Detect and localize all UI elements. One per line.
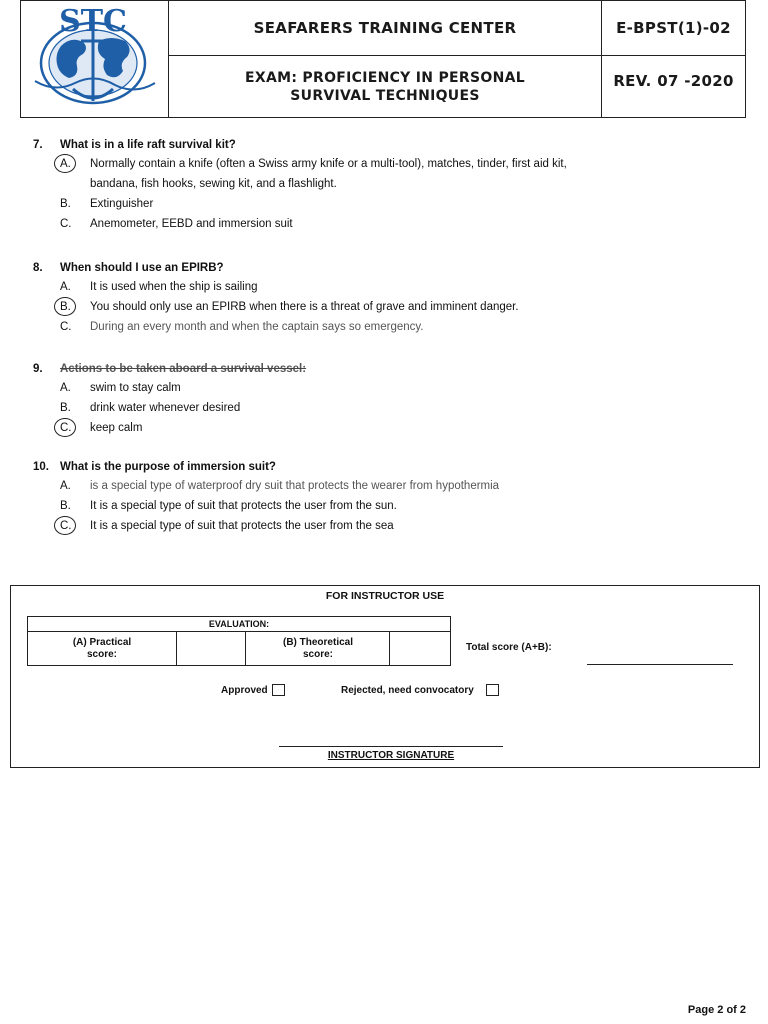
total-score-field[interactable] — [587, 664, 733, 665]
exam-title-line1: EXAM: PROFICIENCY IN PERSONAL — [245, 69, 525, 86]
practical-label-line2: score: — [86, 648, 117, 660]
rejected-checkbox[interactable] — [486, 684, 499, 696]
option-letter: C. — [60, 218, 72, 230]
option-text: Anemometer, EEBD and immersion suit — [90, 218, 293, 230]
option-c[interactable] — [33, 214, 733, 234]
option-text: is a special type of waterproof dry suit that protects the wearer from hypothermia — [90, 480, 500, 492]
theoretical-score-field[interactable] — [389, 632, 450, 665]
option-text: You should only use an EPIRB when there is a threat of grave and imminent danger. — [90, 301, 519, 313]
instructor-signature-label: INSTRUCTOR SIGNATURE — [327, 750, 455, 761]
exam-title-line2: SURVIVAL TECHNIQUES — [290, 87, 480, 104]
option-b[interactable] — [33, 398, 733, 418]
option-a[interactable] — [33, 476, 733, 496]
option-text: Normally contain a knife (often a Swiss army knife or a multi-tool), matches, tinder, first aid kit, — [90, 158, 567, 170]
option-text: It is a special type of suit that protects the user from the sun. — [90, 500, 397, 512]
option-letter: B. — [60, 301, 71, 313]
option-text: keep calm — [90, 422, 143, 434]
question-text: When should I use an EPIRB? — [60, 262, 224, 274]
option-c[interactable] — [33, 516, 733, 536]
document-header — [20, 0, 746, 118]
center-title: SEAFARERS TRAINING CENTER — [253, 19, 517, 37]
answer-circle — [54, 297, 76, 316]
option-text-continued: bandana, fish hooks, sewing kit, and a flashlight. — [90, 178, 337, 190]
approved-checkbox[interactable] — [272, 684, 285, 696]
practical-label-line1: (A) Practical — [72, 636, 132, 648]
svg-text:STC: STC — [59, 4, 127, 39]
question-7 — [33, 136, 733, 234]
option-letter: A. — [60, 281, 71, 293]
option-text: swim to stay calm — [90, 382, 181, 394]
option-a-continued — [33, 174, 733, 194]
theoretical-score-label — [245, 632, 390, 665]
page-number: Page 2 of 2 — [687, 1004, 746, 1016]
option-a[interactable] — [33, 277, 733, 297]
option-b[interactable] — [33, 194, 733, 214]
option-text: Extinguisher — [90, 198, 154, 210]
question-text: What is in a life raft survival kit? — [60, 139, 236, 151]
option-letter: A. — [60, 480, 71, 492]
option-b[interactable] — [33, 297, 733, 317]
option-letter: A. — [60, 382, 71, 394]
exam-title — [169, 56, 601, 117]
signature-line[interactable] — [279, 746, 503, 747]
option-text: drink water whenever desired — [90, 402, 241, 414]
option-text: During an every month and when the captain says so emergency. — [90, 321, 424, 333]
question-10 — [33, 458, 733, 536]
evaluation-table — [27, 616, 451, 666]
question-number: 9. — [33, 363, 43, 375]
practical-score-label — [28, 632, 176, 665]
approved-option[interactable] — [221, 684, 285, 696]
option-c[interactable] — [33, 418, 733, 438]
option-letter: C. — [60, 422, 72, 434]
option-letter: C. — [60, 321, 72, 333]
approved-label: Approved — [221, 684, 268, 696]
document-code: E-BPST(1)-02 — [616, 19, 731, 37]
total-score-label: Total score (A+B): — [466, 642, 552, 653]
option-letter: A. — [60, 158, 71, 170]
answer-circle — [54, 516, 76, 535]
option-c[interactable] — [33, 317, 733, 337]
option-letter: B. — [60, 500, 71, 512]
question-number: 7. — [33, 139, 43, 151]
option-a[interactable] — [33, 378, 733, 398]
option-text: It is a special type of suit that protects the user from the sea — [90, 520, 394, 532]
option-letter: C. — [60, 520, 72, 532]
question-text: Actions to be taken aboard a survival vessel: — [60, 363, 307, 375]
option-b[interactable] — [33, 496, 733, 516]
revision-label: REV. 07 -2020 — [613, 72, 734, 90]
question-number: 10. — [33, 461, 49, 473]
option-a[interactable] — [33, 154, 733, 174]
answer-circle — [54, 154, 76, 173]
instructor-use-box — [10, 585, 760, 768]
globe-anchor-icon — [21, 1, 168, 117]
practical-score-field[interactable] — [176, 632, 246, 665]
question-9 — [33, 360, 733, 438]
question-text: What is the purpose of immersion suit? — [60, 461, 276, 473]
option-letter: B. — [60, 198, 71, 210]
question-number: 8. — [33, 262, 43, 274]
option-text: It is used when the ship is sailing — [90, 281, 258, 293]
rejected-label: Rejected, need convocatory — [341, 684, 474, 696]
evaluation-header: EVALUATION: — [28, 617, 450, 632]
option-letter: B. — [60, 402, 71, 414]
question-8 — [33, 259, 733, 337]
answer-circle — [54, 418, 76, 437]
theoretical-label-line2: score: — [302, 648, 333, 660]
rejected-option[interactable] — [341, 684, 499, 696]
instructor-box-title: FOR INSTRUCTOR USE — [325, 590, 445, 602]
stc-logo — [21, 1, 168, 117]
theoretical-label-line1: (B) Theoretical — [282, 636, 353, 648]
